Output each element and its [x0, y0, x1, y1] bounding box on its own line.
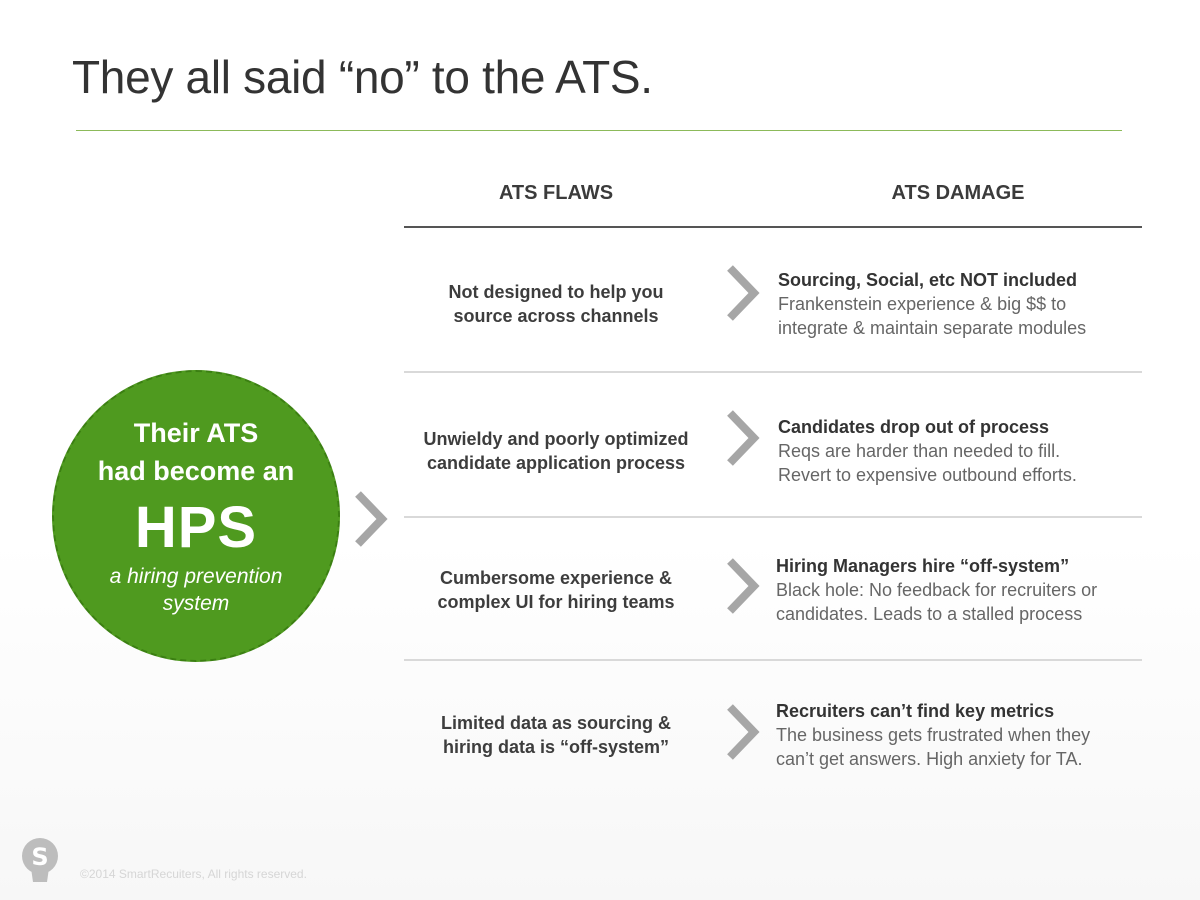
flaw-line: Cumbersome experience & [439, 568, 673, 588]
damage-heading: Recruiters can’t find key metrics [776, 701, 1055, 721]
title-divider [76, 130, 1122, 131]
circle-subtitle-line-2: system [162, 592, 230, 615]
damage-text [776, 554, 1146, 626]
slide-title: They all said “no” to the ATS. [72, 51, 653, 103]
circle-acronym: HPS [134, 495, 258, 560]
row-divider [404, 371, 1142, 373]
damage-line: The business gets frustrated when they [776, 725, 1091, 745]
flaw-line: source across channels [453, 306, 659, 326]
column-header-flaws: ATS FLAWS [498, 182, 614, 204]
circle-line-1: Their ATS [133, 418, 259, 448]
flaw-line: candidate application process [426, 453, 686, 473]
flaw-line: Not designed to help you [448, 282, 664, 302]
damage-heading: Hiring Managers hire “off-system” [776, 556, 1070, 576]
flaw-text [404, 427, 708, 475]
damage-heading: Sourcing, Social, etc NOT included [778, 270, 1078, 290]
chevron-right-icon [724, 557, 760, 615]
flaw-text [404, 566, 708, 614]
column-header-damage: ATS DAMAGE [891, 182, 1025, 204]
damage-line: Reqs are harder than needed to fill. [778, 441, 1061, 461]
copyright-text: ©2014 SmartRecuiters, All rights reserved. [80, 867, 307, 881]
flaw-line: Unwieldy and poorly optimized [423, 429, 689, 449]
svg-text:S: S [31, 843, 49, 871]
row-divider [404, 659, 1142, 661]
smartrecruiters-logo [20, 838, 60, 886]
damage-heading: Candidates drop out of process [778, 417, 1050, 437]
chevron-right-icon [352, 490, 388, 548]
damage-line: can’t get answers. High anxiety for TA. [776, 749, 1083, 769]
hps-circle [52, 370, 340, 662]
flaw-line: Limited data as sourcing & [440, 713, 672, 733]
flaw-line: hiring data is “off-system” [442, 737, 670, 757]
header-divider [404, 226, 1142, 228]
circle-line-2: had become an [97, 456, 295, 486]
damage-line: integrate & maintain separate modules [778, 318, 1087, 338]
flaw-line: complex UI for hiring teams [437, 592, 675, 612]
damage-text [778, 415, 1148, 487]
damage-line: Frankenstein experience & big $$ to [778, 294, 1067, 314]
chevron-right-icon [724, 409, 760, 467]
damage-text [776, 699, 1146, 771]
chevron-right-icon [724, 264, 760, 322]
row-divider [404, 516, 1142, 518]
circle-subtitle-line-1: a hiring prevention [109, 565, 283, 588]
damage-line: Black hole: No feedback for recruiters or [776, 580, 1098, 600]
damage-text [778, 268, 1148, 340]
damage-line: candidates. Leads to a stalled process [776, 604, 1083, 624]
chevron-right-icon [724, 703, 760, 761]
damage-line: Revert to expensive outbound efforts. [778, 465, 1077, 485]
flaw-text [404, 711, 708, 759]
flaw-text [404, 280, 708, 328]
